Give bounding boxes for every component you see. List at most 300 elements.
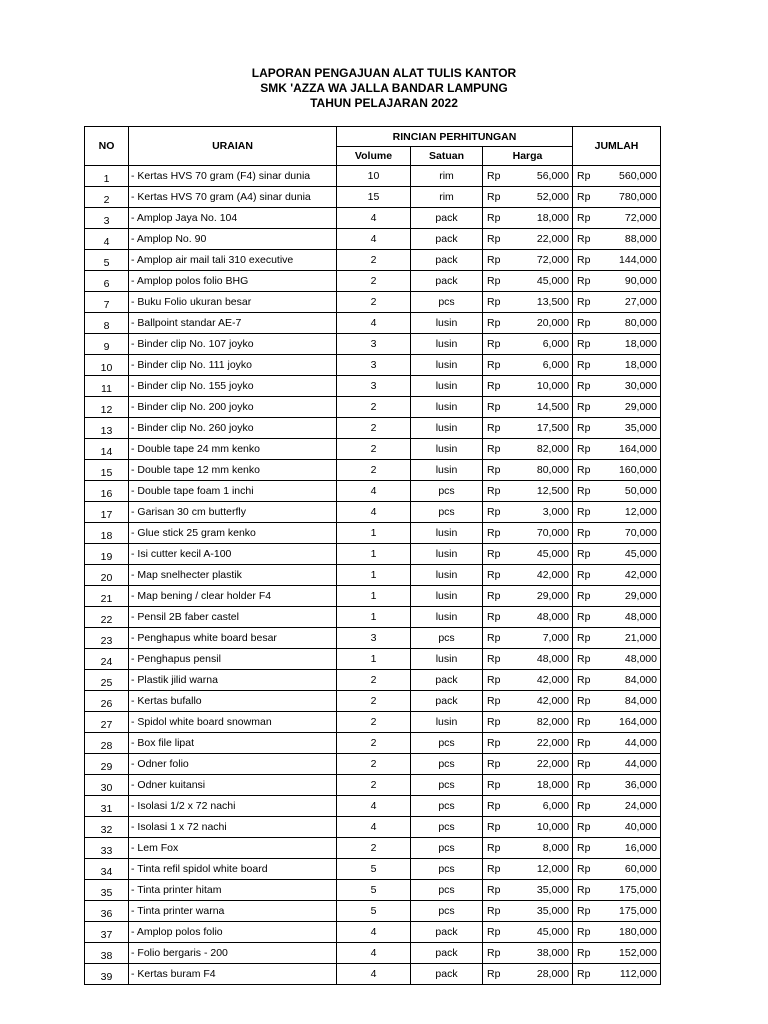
row-volume: 2	[337, 439, 411, 460]
row-satuan: pack	[411, 670, 483, 691]
row-jumlah	[573, 775, 661, 796]
jumlah-value: 40,000	[624, 821, 657, 833]
row-uraian: - Double tape foam 1 inchi	[129, 481, 337, 502]
row-no: 32	[85, 817, 129, 838]
row-jumlah	[573, 922, 661, 943]
row-uraian: - Amplop polos folio BHG	[129, 271, 337, 292]
row-harga	[483, 187, 573, 208]
currency-label: Rp	[577, 884, 591, 896]
harga-value: 35,000	[536, 905, 569, 917]
row-no: 5	[85, 250, 129, 271]
row-jumlah	[573, 187, 661, 208]
jumlah-value: 560,000	[619, 170, 657, 182]
currency-label: Rp	[577, 170, 591, 182]
row-volume: 2	[337, 670, 411, 691]
row-satuan: pack	[411, 271, 483, 292]
row-jumlah	[573, 670, 661, 691]
header-uraian: URAIAN	[129, 127, 337, 166]
currency-label: Rp	[487, 359, 501, 371]
row-no: 23	[85, 628, 129, 649]
table-row	[85, 880, 661, 901]
row-no: 25	[85, 670, 129, 691]
table-row	[85, 943, 661, 964]
harga-value: 12,500	[536, 485, 569, 497]
row-uraian: - Tinta printer hitam	[129, 880, 337, 901]
row-volume: 4	[337, 922, 411, 943]
currency-label: Rp	[487, 947, 501, 959]
table-row	[85, 397, 661, 418]
row-jumlah	[573, 712, 661, 733]
row-volume: 2	[337, 460, 411, 481]
row-uraian: - Double tape 24 mm kenko	[129, 439, 337, 460]
row-satuan: pcs	[411, 292, 483, 313]
row-jumlah	[573, 481, 661, 502]
currency-label: Rp	[487, 317, 501, 329]
currency-label: Rp	[487, 275, 501, 287]
row-satuan: lusin	[411, 544, 483, 565]
row-no: 20	[85, 565, 129, 586]
currency-label: Rp	[487, 905, 501, 917]
currency-label: Rp	[487, 212, 501, 224]
row-jumlah	[573, 418, 661, 439]
currency-label: Rp	[577, 338, 591, 350]
currency-label: Rp	[487, 821, 501, 833]
currency-label: Rp	[487, 884, 501, 896]
row-uraian: - Odner folio	[129, 754, 337, 775]
row-satuan: pack	[411, 691, 483, 712]
row-jumlah	[573, 796, 661, 817]
row-harga	[483, 271, 573, 292]
table-row	[85, 439, 661, 460]
currency-label: Rp	[577, 548, 591, 560]
harga-value: 42,000	[536, 674, 569, 686]
row-no: 38	[85, 943, 129, 964]
row-uraian: - Penghapus pensil	[129, 649, 337, 670]
table-row	[85, 376, 661, 397]
harga-value: 18,000	[536, 212, 569, 224]
currency-label: Rp	[487, 548, 501, 560]
row-jumlah	[573, 544, 661, 565]
row-uraian: - Lem Fox	[129, 838, 337, 859]
currency-label: Rp	[487, 527, 501, 539]
currency-label: Rp	[577, 695, 591, 707]
row-jumlah	[573, 817, 661, 838]
currency-label: Rp	[577, 275, 591, 287]
row-satuan: lusin	[411, 523, 483, 544]
harga-value: 7,000	[542, 632, 569, 644]
row-satuan: pcs	[411, 901, 483, 922]
row-uraian: - Amplop Jaya No. 104	[129, 208, 337, 229]
row-jumlah	[573, 166, 661, 187]
row-no: 8	[85, 313, 129, 334]
row-volume: 2	[337, 397, 411, 418]
row-uraian: - Amplop polos folio	[129, 922, 337, 943]
row-harga	[483, 418, 573, 439]
harga-value: 38,000	[536, 947, 569, 959]
jumlah-value: 29,000	[624, 590, 657, 602]
row-no: 7	[85, 292, 129, 313]
row-uraian: - Folio bergaris - 200	[129, 943, 337, 964]
row-satuan: rim	[411, 187, 483, 208]
row-satuan: pcs	[411, 628, 483, 649]
row-jumlah	[573, 523, 661, 544]
row-jumlah	[573, 586, 661, 607]
currency-label: Rp	[577, 968, 591, 980]
harga-value: 22,000	[536, 758, 569, 770]
harga-value: 72,000	[536, 254, 569, 266]
row-satuan: rim	[411, 166, 483, 187]
row-satuan: lusin	[411, 313, 483, 334]
row-harga	[483, 754, 573, 775]
row-satuan: pcs	[411, 817, 483, 838]
harga-value: 42,000	[536, 569, 569, 581]
row-jumlah	[573, 859, 661, 880]
row-harga	[483, 502, 573, 523]
row-harga	[483, 355, 573, 376]
currency-label: Rp	[577, 611, 591, 623]
harga-value: 6,000	[542, 359, 569, 371]
currency-label: Rp	[487, 842, 501, 854]
harga-value: 3,000	[542, 506, 569, 518]
jumlah-value: 80,000	[624, 317, 657, 329]
harga-value: 6,000	[542, 338, 569, 350]
items-table	[84, 126, 661, 985]
row-no: 16	[85, 481, 129, 502]
row-no: 37	[85, 922, 129, 943]
row-no: 29	[85, 754, 129, 775]
report-title: LAPORAN PENGAJUAN ALAT TULIS KANTOR	[251, 66, 517, 80]
currency-label: Rp	[577, 863, 591, 875]
row-jumlah	[573, 208, 661, 229]
jumlah-value: 180,000	[619, 926, 657, 938]
harga-value: 45,000	[536, 548, 569, 560]
row-uraian: - Binder clip No. 111 joyko	[129, 355, 337, 376]
currency-label: Rp	[487, 968, 501, 980]
row-harga	[483, 208, 573, 229]
row-uraian: - Penghapus white board besar	[129, 628, 337, 649]
jumlah-value: 35,000	[624, 422, 657, 434]
row-uraian: - Map snelhecter plastik	[129, 565, 337, 586]
row-no: 13	[85, 418, 129, 439]
jumlah-value: 164,000	[619, 716, 657, 728]
table-row	[85, 460, 661, 481]
currency-label: Rp	[577, 632, 591, 644]
row-volume: 4	[337, 229, 411, 250]
table-row	[85, 355, 661, 376]
table-row	[85, 250, 661, 271]
row-uraian: - Tinta refil spidol white board	[129, 859, 337, 880]
currency-label: Rp	[487, 926, 501, 938]
row-satuan: pcs	[411, 733, 483, 754]
row-volume: 2	[337, 691, 411, 712]
row-no: 28	[85, 733, 129, 754]
row-jumlah	[573, 313, 661, 334]
table-row	[85, 733, 661, 754]
table-row	[85, 901, 661, 922]
row-harga	[483, 334, 573, 355]
row-no: 3	[85, 208, 129, 229]
row-no: 36	[85, 901, 129, 922]
currency-label: Rp	[577, 422, 591, 434]
row-volume: 4	[337, 208, 411, 229]
currency-label: Rp	[487, 695, 501, 707]
row-satuan: lusin	[411, 334, 483, 355]
harga-value: 29,000	[536, 590, 569, 602]
jumlah-value: 175,000	[619, 884, 657, 896]
row-no: 39	[85, 964, 129, 985]
currency-label: Rp	[577, 821, 591, 833]
table-row	[85, 565, 661, 586]
row-jumlah	[573, 292, 661, 313]
row-harga	[483, 796, 573, 817]
currency-label: Rp	[577, 212, 591, 224]
row-jumlah	[573, 334, 661, 355]
table-row	[85, 691, 661, 712]
row-satuan: pack	[411, 208, 483, 229]
row-volume: 2	[337, 775, 411, 796]
currency-label: Rp	[577, 191, 591, 203]
row-uraian: - Binder clip No. 260 joyko	[129, 418, 337, 439]
header-jumlah: JUMLAH	[573, 127, 661, 166]
jumlah-value: 144,000	[619, 254, 657, 266]
row-volume: 4	[337, 943, 411, 964]
currency-label: Rp	[577, 737, 591, 749]
row-volume: 1	[337, 586, 411, 607]
row-harga	[483, 817, 573, 838]
currency-label: Rp	[487, 170, 501, 182]
row-no: 30	[85, 775, 129, 796]
row-volume: 2	[337, 271, 411, 292]
row-satuan: pcs	[411, 796, 483, 817]
row-harga	[483, 523, 573, 544]
row-harga	[483, 901, 573, 922]
currency-label: Rp	[487, 485, 501, 497]
harga-value: 13,500	[536, 296, 569, 308]
table-row	[85, 523, 661, 544]
row-uraian: - Kertas bufallo	[129, 691, 337, 712]
row-satuan: lusin	[411, 460, 483, 481]
row-uraian: - Plastik jilid warna	[129, 670, 337, 691]
row-harga	[483, 943, 573, 964]
row-jumlah	[573, 901, 661, 922]
table-row	[85, 544, 661, 565]
row-jumlah	[573, 355, 661, 376]
row-no: 6	[85, 271, 129, 292]
row-volume: 4	[337, 964, 411, 985]
row-volume: 1	[337, 523, 411, 544]
currency-label: Rp	[577, 842, 591, 854]
currency-label: Rp	[487, 191, 501, 203]
row-jumlah	[573, 397, 661, 418]
jumlah-value: 24,000	[624, 800, 657, 812]
harga-value: 45,000	[536, 275, 569, 287]
row-harga	[483, 565, 573, 586]
row-volume: 2	[337, 733, 411, 754]
row-no: 9	[85, 334, 129, 355]
row-harga	[483, 313, 573, 334]
harga-value: 22,000	[536, 737, 569, 749]
row-jumlah	[573, 229, 661, 250]
jumlah-value: 12,000	[624, 506, 657, 518]
row-satuan: pcs	[411, 859, 483, 880]
jumlah-value: 36,000	[624, 779, 657, 791]
row-volume: 2	[337, 754, 411, 775]
row-no: 10	[85, 355, 129, 376]
row-satuan: pcs	[411, 880, 483, 901]
row-satuan: pack	[411, 250, 483, 271]
row-harga	[483, 250, 573, 271]
table-row	[85, 481, 661, 502]
currency-label: Rp	[487, 632, 501, 644]
currency-label: Rp	[487, 464, 501, 476]
row-uraian: - Map bening / clear holder F4	[129, 586, 337, 607]
jumlah-value: 44,000	[624, 758, 657, 770]
row-uraian: - Glue stick 25 gram kenko	[129, 523, 337, 544]
currency-label: Rp	[487, 758, 501, 770]
harga-value: 80,000	[536, 464, 569, 476]
row-jumlah	[573, 649, 661, 670]
row-satuan: lusin	[411, 355, 483, 376]
row-jumlah	[573, 376, 661, 397]
row-volume: 2	[337, 292, 411, 313]
table-row	[85, 271, 661, 292]
currency-label: Rp	[487, 569, 501, 581]
currency-label: Rp	[487, 296, 501, 308]
harga-value: 20,000	[536, 317, 569, 329]
jumlah-value: 60,000	[624, 863, 657, 875]
table-row	[85, 418, 661, 439]
row-uraian: - Kertas buram F4	[129, 964, 337, 985]
jumlah-value: 18,000	[624, 359, 657, 371]
harga-value: 82,000	[536, 443, 569, 455]
harga-value: 10,000	[536, 821, 569, 833]
row-satuan: pack	[411, 943, 483, 964]
currency-label: Rp	[577, 359, 591, 371]
academic-year: TAHUN PELAJARAN 2022	[310, 96, 458, 110]
row-satuan: pcs	[411, 754, 483, 775]
row-volume: 1	[337, 607, 411, 628]
row-no: 14	[85, 439, 129, 460]
currency-label: Rp	[577, 317, 591, 329]
row-satuan: pcs	[411, 481, 483, 502]
row-uraian: - Binder clip No. 155 joyko	[129, 376, 337, 397]
row-volume: 1	[337, 649, 411, 670]
currency-label: Rp	[577, 947, 591, 959]
currency-label: Rp	[487, 800, 501, 812]
table-row	[85, 502, 661, 523]
row-harga	[483, 691, 573, 712]
currency-label: Rp	[487, 863, 501, 875]
row-jumlah	[573, 733, 661, 754]
jumlah-value: 780,000	[619, 191, 657, 203]
table-row	[85, 166, 661, 187]
currency-label: Rp	[487, 506, 501, 518]
row-jumlah	[573, 607, 661, 628]
jumlah-value: 88,000	[624, 233, 657, 245]
jumlah-value: 45,000	[624, 548, 657, 560]
currency-label: Rp	[577, 800, 591, 812]
row-no: 1	[85, 166, 129, 187]
jumlah-value: 152,000	[619, 947, 657, 959]
row-harga	[483, 544, 573, 565]
header-volume: Volume	[337, 147, 411, 166]
row-no: 21	[85, 586, 129, 607]
row-harga	[483, 712, 573, 733]
table-row	[85, 754, 661, 775]
row-jumlah	[573, 460, 661, 481]
harga-value: 6,000	[542, 800, 569, 812]
row-satuan: pack	[411, 229, 483, 250]
row-volume: 4	[337, 796, 411, 817]
jumlah-value: 48,000	[624, 653, 657, 665]
row-satuan: pcs	[411, 775, 483, 796]
currency-label: Rp	[577, 233, 591, 245]
jumlah-value: 42,000	[624, 569, 657, 581]
row-harga	[483, 229, 573, 250]
row-uraian: - Tinta printer warna	[129, 901, 337, 922]
row-no: 2	[85, 187, 129, 208]
row-no: 34	[85, 859, 129, 880]
row-uraian: - Box file lipat	[129, 733, 337, 754]
currency-label: Rp	[577, 716, 591, 728]
row-volume: 3	[337, 376, 411, 397]
jumlah-value: 90,000	[624, 275, 657, 287]
row-harga	[483, 775, 573, 796]
row-uraian: - Isolasi 1/2 x 72 nachi	[129, 796, 337, 817]
row-harga	[483, 292, 573, 313]
harga-value: 82,000	[536, 716, 569, 728]
jumlah-value: 29,000	[624, 401, 657, 413]
currency-label: Rp	[577, 758, 591, 770]
row-jumlah	[573, 628, 661, 649]
row-jumlah	[573, 502, 661, 523]
harga-value: 56,000	[536, 170, 569, 182]
table-row	[85, 607, 661, 628]
row-volume: 3	[337, 628, 411, 649]
jumlah-value: 27,000	[624, 296, 657, 308]
harga-value: 35,000	[536, 884, 569, 896]
row-uraian: - Spidol white board snowman	[129, 712, 337, 733]
row-harga	[483, 649, 573, 670]
table-row	[85, 187, 661, 208]
currency-label: Rp	[577, 443, 591, 455]
jumlah-value: 44,000	[624, 737, 657, 749]
row-satuan: lusin	[411, 649, 483, 670]
row-volume: 2	[337, 250, 411, 271]
header-satuan: Satuan	[411, 147, 483, 166]
row-no: 31	[85, 796, 129, 817]
row-jumlah	[573, 964, 661, 985]
row-harga	[483, 670, 573, 691]
row-volume: 3	[337, 334, 411, 355]
row-volume: 5	[337, 859, 411, 880]
harga-value: 48,000	[536, 653, 569, 665]
row-no: 17	[85, 502, 129, 523]
row-volume: 2	[337, 838, 411, 859]
row-volume: 10	[337, 166, 411, 187]
row-uraian: - Binder clip No. 107 joyko	[129, 334, 337, 355]
row-no: 26	[85, 691, 129, 712]
row-harga	[483, 481, 573, 502]
jumlah-value: 112,000	[619, 968, 657, 980]
row-harga	[483, 607, 573, 628]
row-harga	[483, 838, 573, 859]
currency-label: Rp	[487, 380, 501, 392]
table-row	[85, 775, 661, 796]
table-row	[85, 796, 661, 817]
currency-label: Rp	[577, 569, 591, 581]
harga-value: 28,000	[536, 968, 569, 980]
